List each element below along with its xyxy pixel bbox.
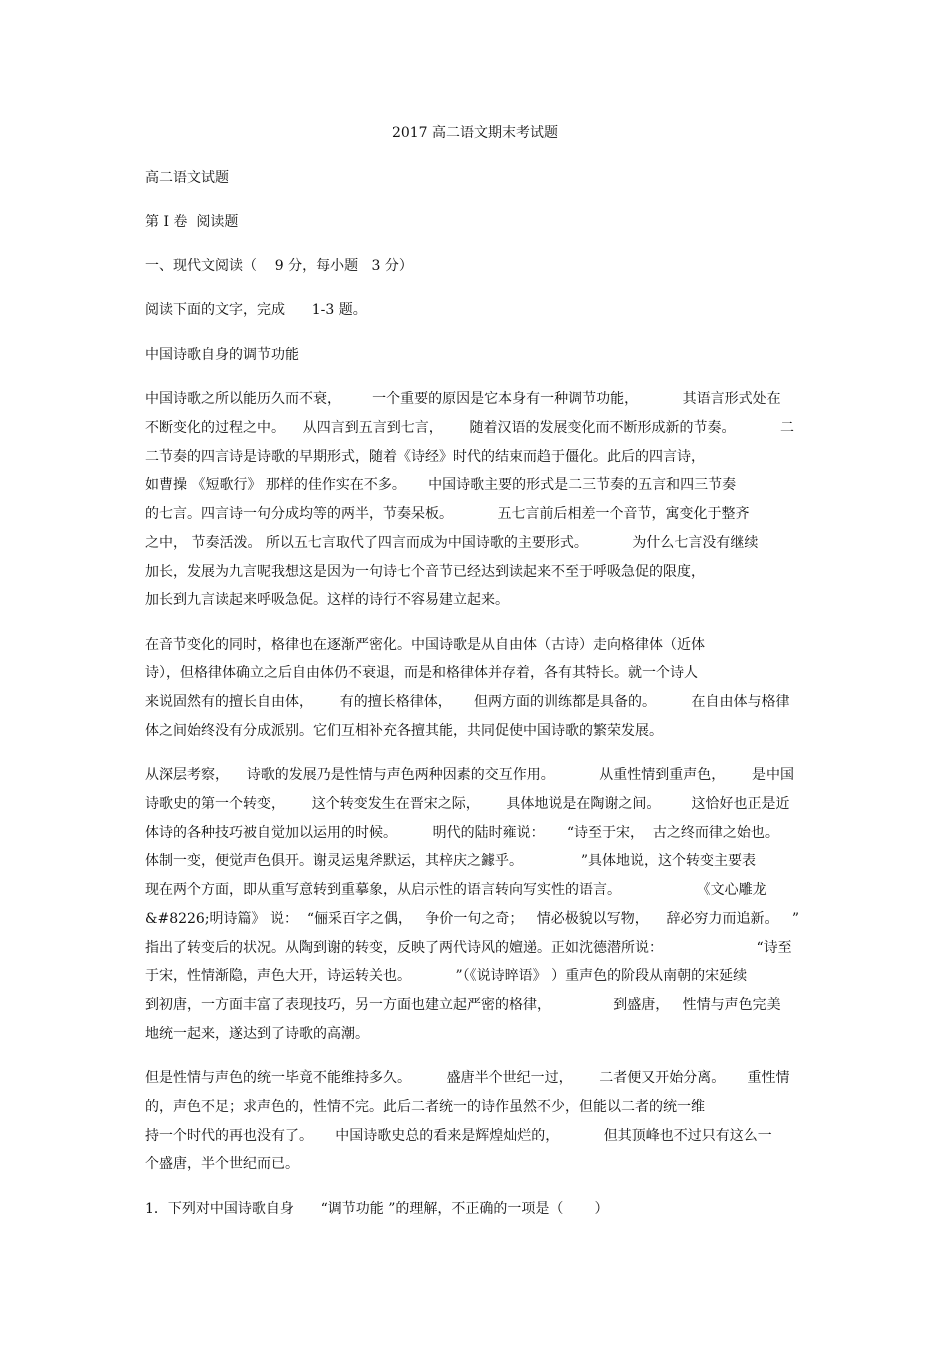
text-line: 之中， 节奏活泼。 所以五七言取代了四言而成为中国诗歌的主要形式。 为什么七言没有继续 bbox=[145, 535, 759, 551]
text-line: 到初唐，一方面丰富了表现技巧，另一方面也建立起严密的格律， 到盛唐， 性情与声色完美 bbox=[145, 997, 781, 1013]
text-line: 中国诗歌之所以能历久而不衰， 一个重要的原因是它本身有一种调节功能， 其语言形式处在 bbox=[145, 391, 781, 407]
text-line: &#8226;明诗篇》 说： “俪采百字之偶， 争价一句之奇； 情必极貌以写物， 辞必穷力而追新。 ” bbox=[145, 911, 800, 927]
text-line: 于宋，性情渐隐，声色大开，诗运转关也。 ”（《说诗晬语》 ）重声色的阶段从南朝的宋延续 bbox=[145, 968, 748, 984]
text-line: 不断变化的过程之中。 从四言到五言到七言， 随着汉语的发展变化而不断形成新的节奏。 二 bbox=[145, 420, 795, 436]
text-line: 加长到九言读起来呼吸急促。这样的诗行不容易建立起来。 bbox=[145, 592, 509, 608]
reading-instruction: 阅读下面的文字，完成 1-3 题。 bbox=[145, 302, 367, 318]
section-heading: 第 I 卷 阅读题 bbox=[145, 214, 239, 230]
article-title: 中国诗歌自身的调节功能 bbox=[145, 347, 299, 363]
text-line: 如曹操 《短歌行》 那样的佳作实在不多。 中国诗歌主要的形式是二三节奏的五言和四三节奏 bbox=[145, 477, 737, 493]
text-line: 诗歌史的第一个转变， 这个转变发生在晋宋之际， 具体地说是在陶谢之间。 这恰好也正是近 bbox=[145, 796, 790, 812]
text-line: 来说固然有的擅长自由体， 有的擅长格律体， 但两方面的训练都是具备的。 在自由体与格律 bbox=[145, 694, 790, 710]
text-line: 体之间始终没有分成派别。它们互相补充各擅其能，共同促使中国诗歌的繁荣发展。 bbox=[145, 723, 663, 739]
document-title: 2017 高二语文期末考试题 bbox=[391, 125, 559, 141]
exam-subtitle: 高二语文试题 bbox=[145, 170, 229, 186]
text-line: 诗），但格律体确立之后自由体仍不衰退，而是和格律体并存着，各有其特长。就一个诗人 bbox=[145, 665, 698, 681]
part-heading: 一、现代文阅读（ 9 分，每小题 3 分） bbox=[145, 258, 413, 274]
text-line: 的，声色不足；求声色的，性情不完。此后二者统一的诗作虽然不少，但能以二者的统一维 bbox=[145, 1099, 705, 1115]
text-line: 的七言。四言诗一句分成均等的两半，节奏呆板。 五七言前后相差一个音节，寓变化于整齐 bbox=[145, 506, 750, 522]
text-line: 加长，发展为九言呢我想这是因为一句诗七个音节已经达到读起来不至于呼吸急促的限度， bbox=[145, 564, 705, 580]
text-line: 体制一变，便觉声色俱开。谢灵运鬼斧默运，其梓庆之鐻乎。 ”具体地说，这个转变主要表 bbox=[145, 853, 757, 869]
text-line: 地统一起来，遂达到了诗歌的高潮。 bbox=[145, 1026, 369, 1042]
text-line: 指出了转变后的状况。从陶到谢的转变，反映了两代诗风的嬗递。正如沈德潜所说： “诗至 bbox=[145, 940, 792, 956]
text-line: 持一个时代的再也没有了。 中国诗歌史总的看来是辉煌灿烂的， 但其顶峰也不过只有这么一 bbox=[145, 1128, 772, 1144]
text-line: 体诗的各种技巧被自觉加以运用的时候。 明代的陆时雍说： “诗至于宋， 古之终而律之始也。 bbox=[145, 825, 779, 841]
question-1: 1．下列对中国诗歌自身 “调节功能 ”的理解，不正确的一项是（ ） bbox=[145, 1201, 609, 1217]
text-line: 但是性情与声色的统一毕竟不能维持多久。 盛唐半个世纪一过， 二者便又开始分离。 重性情 bbox=[145, 1070, 790, 1086]
text-line: 从深层考察， 诗歌的发展乃是性情与声色两种因素的交互作用。 从重性情到重声色， 是中国 bbox=[145, 767, 795, 783]
text-line: 现在两个方面，即从重写意转到重摹象，从启示性的语言转向写实性的语言。 《文心雕龙 bbox=[145, 882, 767, 898]
text-line: 个盛唐，半个世纪而已。 bbox=[145, 1156, 299, 1172]
text-line: 二节奏的四言诗是诗歌的早期形式，随着《诗经》时代的结束而趋于僵化。此后的四言诗， bbox=[145, 449, 705, 465]
text-line: 在音节变化的同时，格律也在逐渐严密化。中国诗歌是从自由体（古诗）走向格律体（近体 bbox=[145, 637, 705, 653]
